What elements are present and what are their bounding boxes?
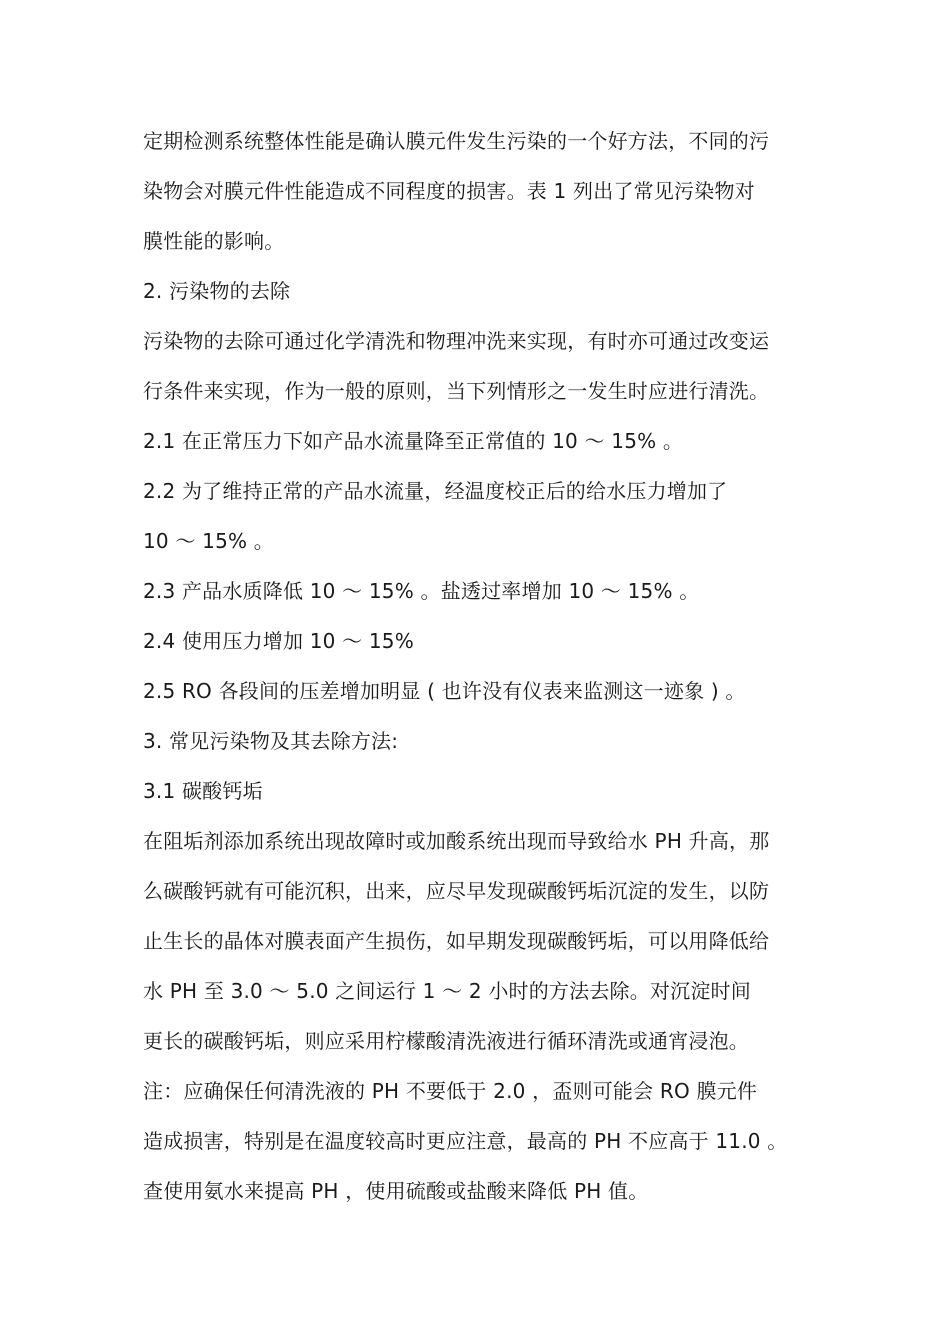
list-item: 2.3 产品水质降低 10 ～ 15% 。盐透过率增加 10 ～ 15% 。	[143, 579, 700, 603]
list-item: 2.5 RO 各段间的压差增加明显 ( 也许没有仪表来监测这一迹象 ) 。	[143, 679, 746, 703]
text-line: 更长的碳酸钙垢，则应采用柠檬酸清洗液进行循环清洗或通宵浸泡。	[143, 1029, 749, 1053]
note-line: 查使用氨水来提高 PH ，使用硫酸或盐酸来降低 PH 值。	[143, 1179, 649, 1203]
text-line: 止生长的晶体对膜表面产生损伤，如早期发现碳酸钙垢，可以用降低给	[143, 929, 770, 953]
section-heading: 2. 污染物的去除	[143, 279, 291, 303]
text-line: 膜性能的影响。	[143, 229, 285, 253]
text-line: 水 PH 至 3.0 ～ 5.0 之间运行 1 ～ 2 小时的方法去除。对沉淀时间	[143, 979, 751, 1003]
document-body	[143, 116, 815, 1216]
subsection-heading: 3.1 碳酸钙垢	[143, 779, 263, 803]
text-line: 污染物的去除可通过化学清洗和物理冲洗来实现，有时亦可通过改变运	[143, 329, 770, 353]
text-line: 定期检测系统整体性能是确认膜元件发生污染的一个好方法，不同的污	[143, 129, 770, 153]
note-line: 注：应确保任何清洗液的 PH 不要低于 2.0 ，盃则可能会 RO 膜元件	[143, 1079, 758, 1103]
list-item: 2.2 为了维持正常的产品水流量，经温度校正后的给水压力增加了	[143, 479, 728, 503]
section-heading: 3. 常见污染物及其去除方法:	[143, 729, 399, 753]
text-line: 行条件来实现，作为一般的原则，当下列情形之一发生时应进行清洗。	[143, 379, 770, 403]
text-line: 在阻垢剂添加系统出现故障时或加酸系统出现而导致给水 PH 升高，那	[143, 829, 770, 853]
text-line: 染物会对膜元件性能造成不同程度的损害。表 1 列出了常见污染物对	[143, 179, 755, 203]
text-line: 么碳酸钙就有可能沉积，出来，应尽早发现碳酸钙垢沉淀的发生，以防	[143, 879, 770, 903]
list-item: 2.1 在正常压力下如产品水流量降至正常值的 10 ～ 15% 。	[143, 429, 684, 453]
list-item-continuation: 10 ～ 15% 。	[143, 529, 274, 553]
note-line: 造成损害，特别是在温度较高时更应注意，最高的 PH 不应高于 11.0 。	[143, 1129, 788, 1153]
list-item: 2.4 使用压力增加 10 ～ 15%	[143, 629, 414, 653]
